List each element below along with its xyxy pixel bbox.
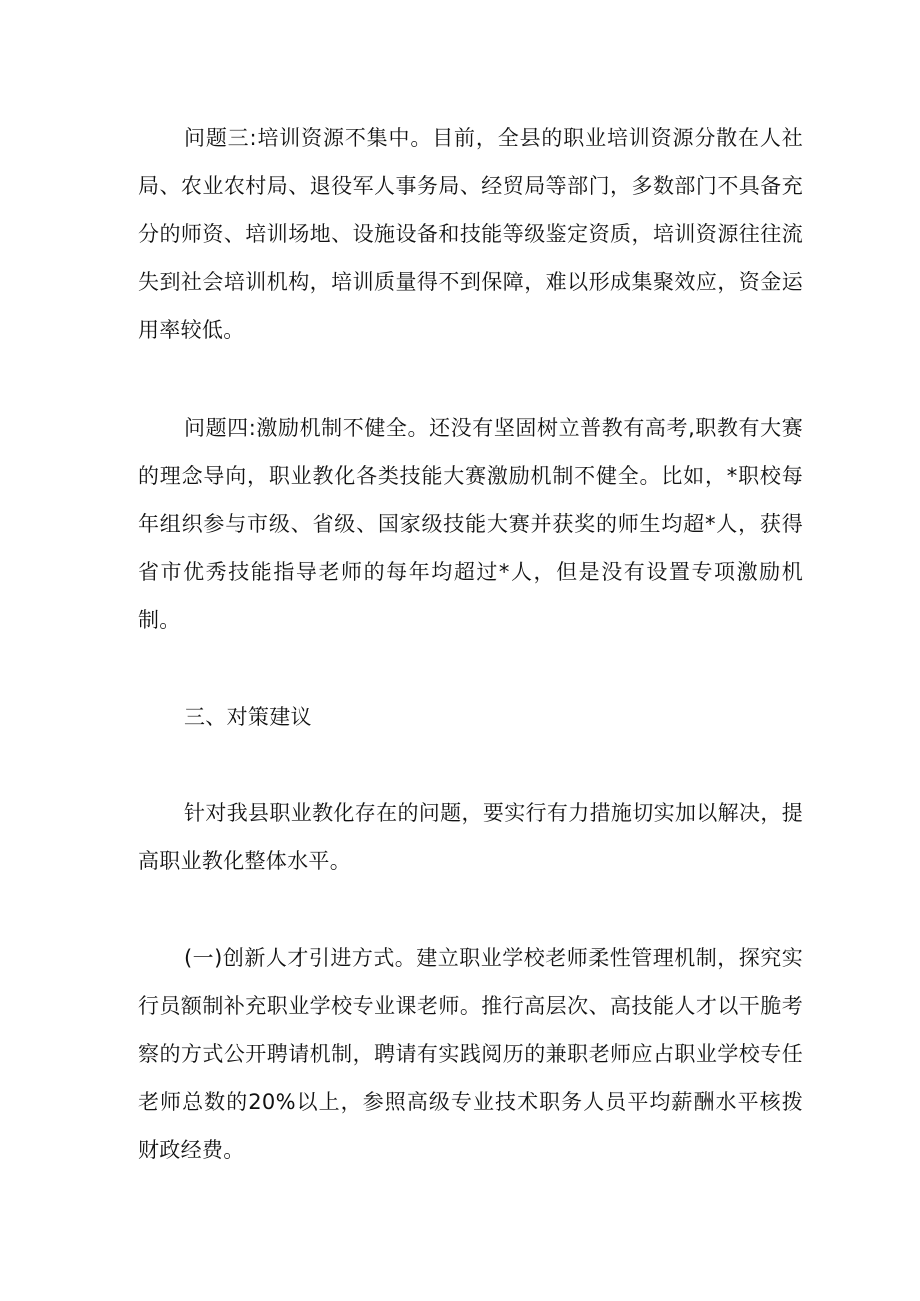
paragraph-countermeasures-intro: 针对我县职业教化存在的问题，要实行有力措施切实加以解决，提高职业教化整体水平。 bbox=[138, 801, 803, 873]
paragraph-problem-three: 问题三:培训资源不集中。目前，全县的职业培训资源分散在人社局、农业农村局、退役军人事务局、经贸局等部门，多数部门不具备充分的师资、培训场地、设施设备和技能等级鉴定资质，培训资源往往流失到社会培训机构，培训质量得不到保障，难以形成集聚效应，资金运用率较低。 bbox=[138, 126, 803, 342]
section-heading-countermeasures: 三、对策建议 bbox=[184, 705, 312, 729]
paragraph-problem-four: 问题四:激励机制不健全。还没有坚固树立普教有高考,职教有大赛的理念导向，职业教化各类技能大赛激励机制不健全。比如，*职校每年组织参与市级、省级、国家级技能大赛并获奖的师生均超*人，获得省市优秀技能指导老师的每年均超过*人，但是没有设置专项激励机制。 bbox=[138, 416, 803, 632]
paragraph-talent-recruitment: (一)创新人才引进方式。建立职业学校老师柔性管理机制，探究实行员额制补充职业学校专业课老师。推行高层次、高技能人才以干脆考察的方式公开聘请机制，聘请有实践阅历的兼职老师应占职业学校专任老师总数的20%以上，参照高级专业技术职务人员平均薪酬水平核拨财政经费。 bbox=[138, 946, 803, 1162]
